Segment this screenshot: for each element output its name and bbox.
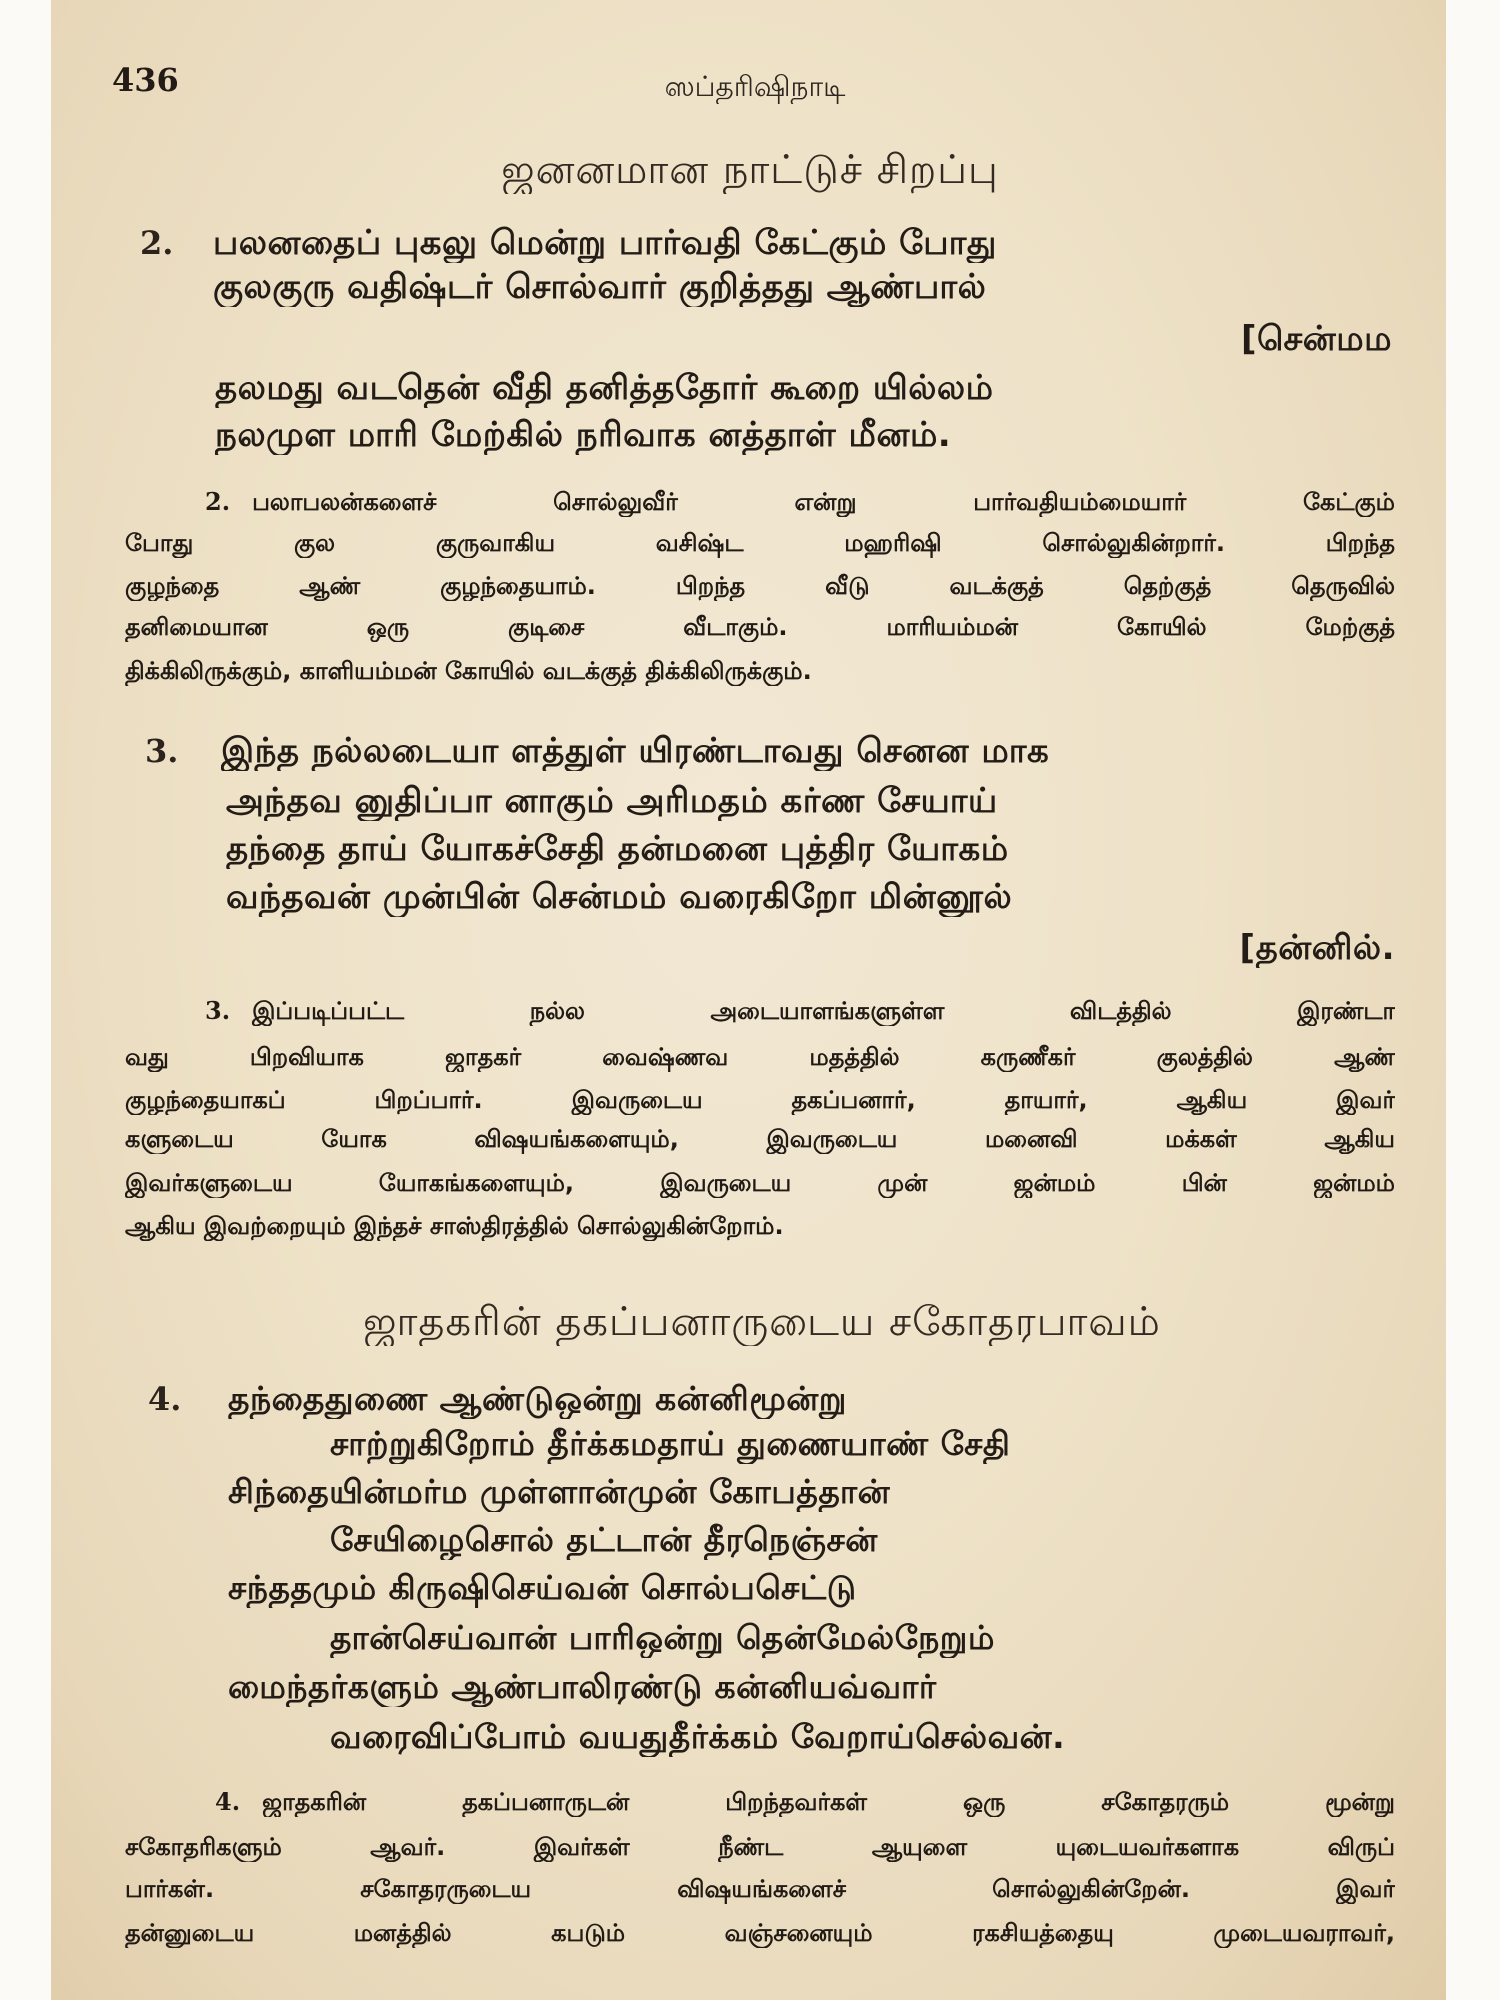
verse-line: இந்த நல்லடையா ளத்துள் யிரண்டாவது செனன மாக (221, 731, 1050, 771)
commentary-number: 4. (215, 1787, 241, 1816)
verse-line: சேயிழைசொல் தட்டான் தீரநெஞ்சன் (330, 1520, 878, 1559)
verse-runover: [தன்னில். (1239, 928, 1395, 968)
verse-line: வந்தவன் முன்பின் சென்மம் வரைகிறோ மின்னூல் (226, 877, 1013, 917)
commentary-line (205, 487, 1395, 517)
commentary-line: வது பிறவியாக ஜாதகர் வைஷ்ணவ மதத்தில் கருணீகர் குலத்தில் ஆண் (125, 1043, 1395, 1071)
commentary-line: தன்னுடைய மனத்தில் கபடும் வஞ்சனையும் ரகசியத்தையு முடையவராவர், (125, 1919, 1395, 1947)
verse-runover: [சென்மம (1240, 319, 1392, 359)
commentary-line: இவர்களுடைய யோகங்களையும், இவருடைய முன் ஜன்மம் பின் ஜன்மம் (125, 1169, 1395, 1197)
commentary-line (205, 996, 1395, 1026)
verse-line: சிந்தையின்மர்ம முள்ளான்முன் கோபத்தான் (228, 1472, 891, 1511)
running-title: ஸப்தரிஷிநாடி (664, 70, 846, 103)
commentary-line: ஆகிய இவற்றையும் இந்தச் சாஸ்திரத்தில் சொல்லுகின்றோம். (125, 1212, 784, 1240)
verse-line: அந்தவ னுதிப்பா னாகும் அரிமதம் கர்ண சேயாய் (226, 781, 998, 821)
verse-number: 2. (140, 224, 174, 262)
commentary-line: குழந்தை ஆண் குழந்தையாம். பிறந்த வீடு வடக்குத் தெற்குத் தெருவில் (125, 572, 1395, 600)
verse-line: சந்ததமும் கிருஷிசெய்வன் சொல்பசெட்டு (228, 1568, 857, 1607)
verse-line: தான்செய்வான் பாரிஒன்று தென்மேல்நேறும் (330, 1618, 995, 1657)
commentary-line: சகோதரிகளும் ஆவர். இவர்கள் நீண்ட ஆயுளை யுடையவர்களாக விருப் (125, 1833, 1395, 1861)
verse-line: தலமது வடதென் வீதி தனித்ததோர் கூறை யில்லம் (215, 368, 994, 408)
commentary-line: தனிமையான ஒரு குடிசை வீடாகும். மாரியம்மன் கோயில் மேற்குத் (125, 613, 1395, 641)
commentary-line (215, 1787, 1395, 1817)
verse-line: மைந்தர்களும் ஆண்பாலிரண்டு கன்னியவ்வார் (228, 1667, 937, 1706)
verse-line: வரைவிப்போம் வயதுதீர்க்கம் வேறாய்செல்வன். (330, 1717, 1066, 1756)
commentary-line: குழந்தையாகப் பிறப்பார். இவருடைய தகப்பனார், தாயார், ஆகிய இவர் (125, 1086, 1395, 1114)
section-title-2: ஜாதகரின் தகப்பனாருடைய சகோதரபாவம் (363, 1299, 1161, 1345)
commentary-number: 2. (205, 487, 231, 516)
commentary-line: பார்கள். சகோதரருடைய விஷயங்களைச் சொல்லுகின்றேன். இவர் (125, 1875, 1395, 1903)
commentary-line: களுடைய யோக விஷயங்களையும், இவருடைய மனைவி மக்கள் ஆகிய (125, 1125, 1395, 1153)
verse-line: சாற்றுகிறோம் தீர்க்கமதாய் துணையாண் சேதி (330, 1424, 1011, 1463)
verse-line: பலனதைப் புகலு மென்று பார்வதி கேட்கும் போது (213, 223, 997, 263)
commentary-number: 3. (205, 996, 231, 1025)
commentary-line: போது குல குருவாகிய வசிஷ்ட மஹரிஷி சொல்லுகின்றார். பிறந்த (125, 529, 1395, 557)
page-number: 436 (112, 61, 179, 99)
verse-number: 3. (145, 732, 179, 770)
verse-line: தந்தை தாய் யோகச்சேதி தன்மனை புத்திர யோகம் (226, 829, 1009, 869)
commentary-text: ஜாதகரின் தகப்பனாருடன் பிறந்தவர்கள் ஒரு சகோதரரும் மூன்று (262, 1788, 1395, 1816)
commentary-text: இப்படிப்பட்ட நல்ல அடையாளங்களுள்ள விடத்தில் இரண்டா (252, 997, 1395, 1025)
section-title-1: ஜனனமான நாட்டுச் சிறப்பு (501, 147, 999, 193)
verse-line: குலகுரு வதிஷ்டர் சொல்வார் குறித்தது ஆண்பால் (213, 267, 987, 307)
verse-line: நலமுள மாரி மேற்கில் நரிவாக னத்தாள் மீனம். (215, 415, 952, 455)
verse-number: 4. (148, 1380, 182, 1418)
commentary-text: பலாபலன்களைச் சொல்லுவீர் என்று பார்வதியம்மையார் கேட்கும் (252, 488, 1395, 516)
commentary-line: திக்கிலிருக்கும், காளியம்மன் கோயில் வடக்குத் திக்கிலிருக்கும். (125, 657, 812, 685)
verse-line: தந்தைதுணை ஆண்டுஒன்று கன்னிமூன்று (228, 1379, 847, 1418)
